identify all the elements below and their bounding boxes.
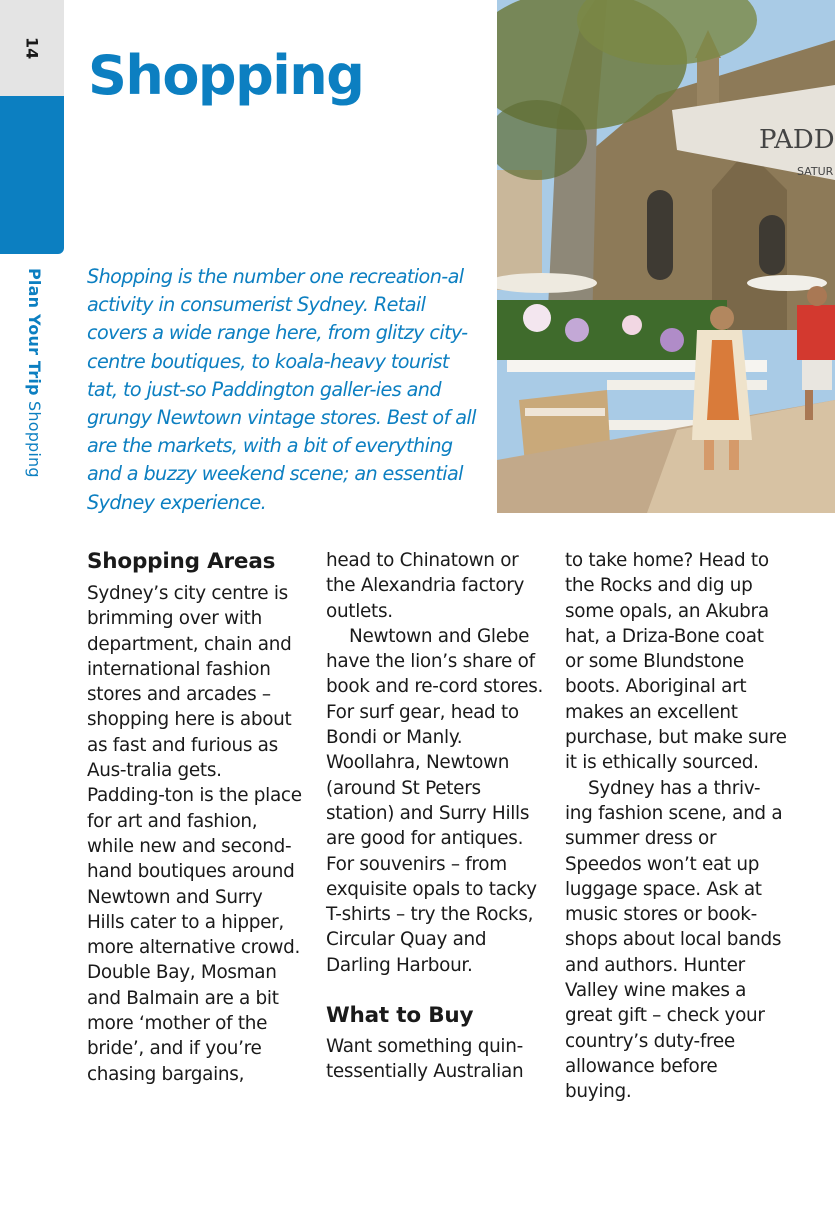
shopping-areas-paragraph-1-continued: head to Chinatown or the Alexandria factory outlets.: [326, 550, 525, 622]
page-title: Shopping: [88, 44, 364, 107]
shopping-areas-heading: Shopping Areas: [87, 549, 276, 574]
market-photo: [497, 0, 835, 513]
shopping-areas-paragraph-1: Sydney’s city centre is brimming over with department, chain and international fashion stores and arcades – shopping here is about as fast and furious as Aus-tralia gets. Padding-ton is the place for art and fashion, while new and second-hand boutiques around Newtown and Surry Hills cater to a hipper, more alternative crowd. Double Bay, Mosman and Balmain are a bit more ‘mother of the bride’, and if you’re chasing bargains,: [87, 583, 302, 1085]
what-to-buy-paragraph-1: Want something quin-tessentially Australian: [326, 1036, 524, 1083]
running-header-section: Shopping: [25, 401, 44, 478]
banner-text: PADD: [759, 125, 835, 155]
column-2: [326, 548, 544, 1085]
column-3: [565, 548, 787, 1105]
what-to-buy-paragraph-1-continued: to take home? Head to the Rocks and dig up some opals, an Akubra hat, a Driza-Bone coat or some Blundstone boots. Aboriginal art makes an excellent purchase, but make sure it is ethically sourced.: [565, 550, 787, 774]
page-number: 14: [22, 36, 42, 60]
what-to-buy-heading: What to Buy: [326, 1003, 474, 1029]
running-header: [22, 268, 44, 513]
section-color-tab: [0, 96, 64, 254]
shopping-areas-paragraph-2: Newtown and Glebe have the lion’s share of book and re-cord stores. For surf gear, head to Bondi or Manly. Woollahra, Newtown (around St Peters station) and Surry Hills are good for antiques. For souvenirs – from exquisite opals to tacky T-shirts – try the Rocks, Circular Quay and Darling Harbour.: [326, 625, 544, 976]
running-header-chapter: Plan Your Trip: [25, 268, 44, 396]
banner-text-small: SATUR: [797, 165, 834, 178]
what-to-buy-paragraph-2: Sydney has a thriv-ing fashion scene, and a summer dress or Speedos won’t eat up luggage space. Ask at music stores or book-shops about local bands and authors. Hunter Valley wine makes a great gift – check your country’s duty-free allowance before buying.: [565, 777, 783, 1103]
column-1: [87, 546, 302, 1087]
intro-paragraph: Shopping is the number one recreation-al activity in consumerist Sydney. Retail covers a wide range here, from glitzy city-centre boutiques, to koala-heavy tourist tat, to just-so Paddington galler-ies and grungy Newtown vintage stores. Best of all are the markets, with a bit of everything and a buzzy weekend scene; an essential Sydney experience.: [87, 265, 476, 514]
